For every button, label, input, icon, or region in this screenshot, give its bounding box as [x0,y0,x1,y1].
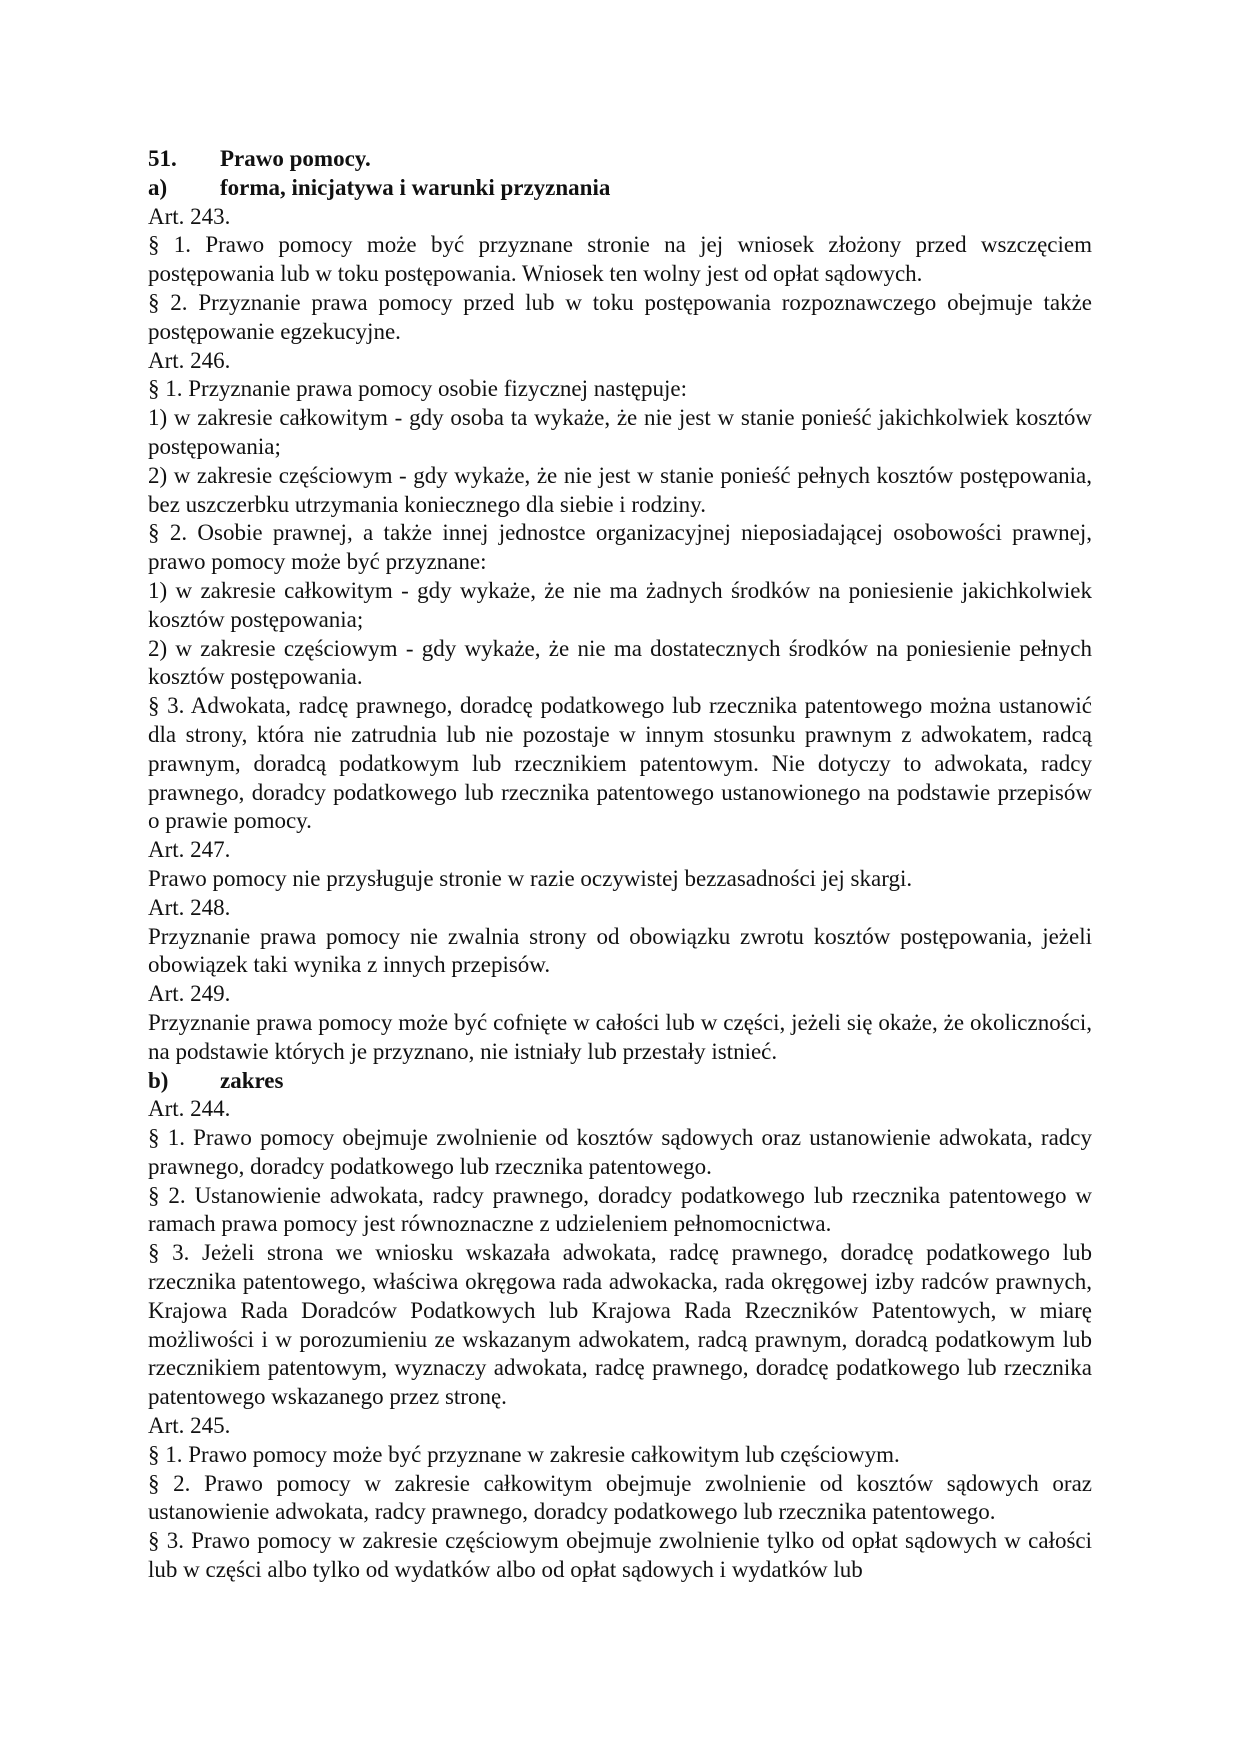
paragraph: § 1. Prawo pomocy może być przyznane w zakresie całkowitym lub częściowym. [148,1441,900,1467]
article-245 [148,1412,1092,1585]
article-title: Art. 243. [148,203,231,229]
heading-number: b) [148,1067,169,1093]
paragraph: § 1. Prawo pomocy może być przyznane stronie na jej wniosek złożony przed wszczęciem postępowania lub w toku postępowania. Wniosek ten wolny jest od opłat sądowych. [148,232,1092,287]
article-243 [148,203,1092,347]
paragraph: Przyznanie prawa pomocy może być cofnięte w całości lub w części, jeżeli się okaże, że okoliczności, na podstawie których je przyznano, nie istniały lub przestały istnieć. [148,1009,1092,1064]
article-244 [148,1095,1092,1412]
article-247 [148,836,1092,894]
article-title: Art. 247. [148,837,231,863]
article-title: Art. 245. [148,1413,231,1439]
paragraph: 1) w zakresie całkowitym - gdy osoba ta wykaże, że nie jest w stanie ponieść jakichkolwiek kosztów postępowania; [148,405,1092,459]
article-title: Art. 244. [148,1096,231,1122]
heading-51 [148,145,1092,174]
article-title: Art. 248. [148,894,231,920]
article-249 [148,980,1092,1066]
paragraph: § 2. Ustanowienie adwokata, radcy prawnego, doradcy podatkowego lub rzecznika patentowego w ramach prawa pomocy jest równoznaczne z udzieleniem pełnomocnictwa. [148,1182,1092,1237]
document-page [148,145,1092,1585]
article-248 [148,894,1092,980]
heading-text: zakres [220,1067,284,1093]
paragraph: § 1. Przyznanie prawa pomocy osobie fizycznej następuje: [148,376,688,402]
paragraph: 2) w zakresie częściowym - gdy wykaże, że nie ma dostatecznych środków na poniesienie pełnych kosztów postępowania. [148,635,1092,690]
article-title: Art. 246. [148,347,231,373]
paragraph: § 1. Prawo pomocy obejmuje zwolnienie od kosztów sądowych oraz ustanowienie adwokata, radcy prawnego, doradcy podatkowego lub rzecznika patentowego. [148,1125,1092,1179]
heading-text: Prawo pomocy. [220,146,371,171]
paragraph: 1) w zakresie całkowitym - gdy wykaże, że nie ma żadnych środków na poniesienie jakichkolwiek kosztów postępowania; [148,577,1092,632]
paragraph: Prawo pomocy nie przysługuje stronie w razie oczywistej bezzasadności jej skargi. [148,865,913,891]
heading-number: 51. [148,146,177,171]
paragraph: § 2. Prawo pomocy w zakresie całkowitym obejmuje zwolnienie od kosztów sądowych oraz ustanowienie adwokata, radcy prawnego, doradcy podatkowego lub rzecznika patentowego. [148,1470,1092,1525]
paragraph: § 3. Prawo pomocy w zakresie częściowym obejmuje zwolnienie tylko od opłat sądowych w całości lub w części albo tylko od wydatków albo od opłat sądowych i wydatków lub [148,1528,1092,1583]
article-title: Art. 249. [148,981,231,1007]
paragraph: § 3. Adwokata, radcę prawnego, doradcę podatkowego lub rzecznika patentowego można ustanowić dla strony, która nie zatrudnia lub nie pozostaje w innym stosunku prawnym z adwokatem, radcą prawnym, doradcą podatkowym lub rzecznikiem patentowym. Nie dotyczy to adwokata, radcy prawnego, doradcy podatkowego lub rzecznika patentowego ustanowionego na podstawie przepisów o prawie pomocy. [148,693,1092,834]
article-246 [148,347,1092,837]
heading-b [148,1067,1092,1096]
paragraph: 2) w zakresie częściowym - gdy wykaże, że nie jest w stanie ponieść pełnych kosztów postępowania, bez uszczerbku utrzymania koniecznego dla siebie i rodziny. [148,462,1092,517]
paragraph: § 2. Osobie prawnej, a także innej jednostce organizacyjnej nieposiadającej osobowości prawnej, prawo pomocy może być przyznane: [148,520,1092,575]
heading-number: a) [148,174,168,200]
paragraph: Przyznanie prawa pomocy nie zwalnia strony od obowiązku zwrotu kosztów postępowania, jeżeli obowiązek taki wynika z innych przepisów. [148,923,1092,978]
heading-a [148,174,1092,203]
paragraph: § 2. Przyznanie prawa pomocy przed lub w toku postępowania rozpoznawczego obejmuje także postępowanie egzekucyjne. [148,289,1092,344]
heading-text: forma, inicjatywa i warunki przyznania [220,174,611,200]
paragraph: § 3. Jeżeli strona we wniosku wskazała adwokata, radcę prawnego, doradcę podatkowego lub rzecznika patentowego, właściwa okręgowa rada adwokacka, rada okręgowej izby radców prawnych, Krajowa Rada Doradców Podatkowych lub Krajowa Rada Rzeczników Patentowych, w miarę możliwości i w porozumieniu ze wskazanym adwokatem, radcą prawnym, doradcą podatkowym lub rzecznikiem patentowym, wyznaczy adwokata, radcę prawnego, doradcę podatkowego lub rzecznika patentowego wskazanego przez stronę. [148,1240,1092,1410]
